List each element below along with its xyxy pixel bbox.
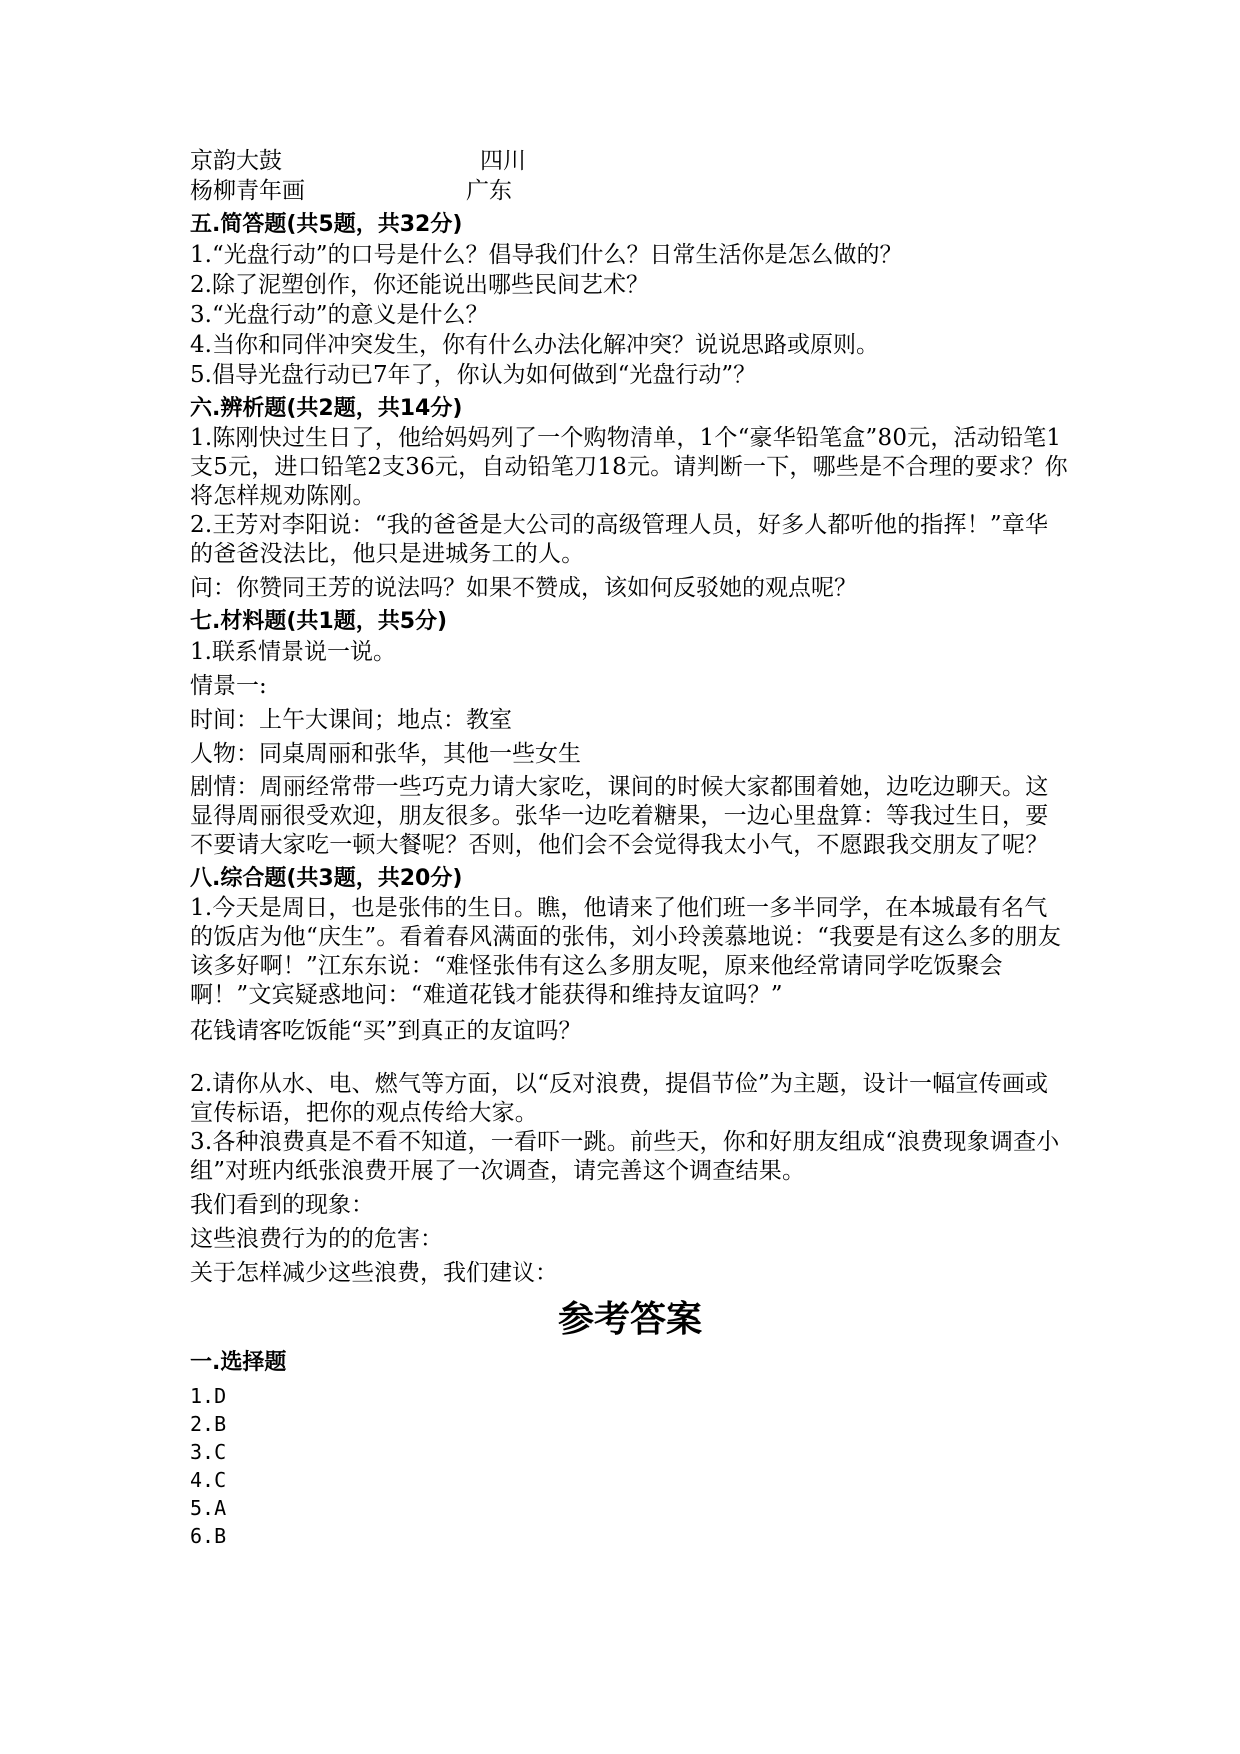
answer-item: 3.C bbox=[190, 1440, 227, 1464]
section-title: 八.综合题(共3题，共20分) bbox=[190, 866, 463, 891]
question-item: 1.联系情景说一说。 bbox=[190, 639, 396, 665]
scene-time: 时间：上午大课间；地点：教室 bbox=[190, 707, 512, 733]
section-title: 六.辨析题(共2题，共14分) bbox=[190, 396, 463, 421]
answer-title: 参考答案 bbox=[557, 1299, 702, 1340]
answer-item: 6.B bbox=[190, 1524, 227, 1548]
answer-item: 5.A bbox=[190, 1496, 227, 1520]
question-paragraph: 1.今天是周日，也是张伟的生日。瞧，他请来了他们班一多半同学，在本城最有名气的饭店为他“庆生”。看着春风满面的张伟，刘小玲羡慕地说：“我要是有这么多的朋友该多好啊！”江东东说：“难怪张伟有这么多朋友呢，原来他经常请同学吃饭聚会啊！”文宾疑惑地问：“难道花钱才能获得和维持友谊吗？” bbox=[190, 895, 1062, 1008]
section-title: 一.选择题 bbox=[190, 1350, 287, 1375]
question-paragraph: 2.王芳对李阳说：“我的爸爸是大公司的高级管理人员，好多人都听他的指挥！”章华的爸爸没法比，他只是进城务工的人。 bbox=[190, 512, 1049, 567]
answer-item: 1.D bbox=[190, 1384, 227, 1408]
matching-row bbox=[190, 146, 1070, 176]
question-paragraph: 3.各种浪费真是不看不知道，一看吓一跳。前些天，你和好朋友组成“浪费现象调查小组”对班内纸张浪费开展了一次调查，请完善这个调查结果。 bbox=[190, 1129, 1060, 1184]
matching-left: 杨柳青年画 bbox=[190, 178, 305, 204]
question-item: 3.“光盘行动”的意义是什么？ bbox=[190, 302, 489, 328]
section-title: 五.简答题(共5题，共32分) bbox=[190, 212, 463, 237]
matching-right: 四川 bbox=[480, 148, 526, 174]
scene-label: 情景一: bbox=[190, 673, 267, 699]
matching-right: 广东 bbox=[466, 178, 512, 204]
scene-people: 人物：同桌周丽和张华，其他一些女生 bbox=[190, 741, 581, 767]
question-item: 1.“光盘行动”的口号是什么？倡导我们什么？日常生活你是怎么做的？ bbox=[190, 242, 903, 268]
scene-plot: 剧情：周丽经常带一些巧克力请大家吃，课间的时候大家都围着她，边吃边聊天。这显得周丽很受欢迎，朋友很多。张华一边吃着糖果，一边心里盘算：等我过生日，要不要请大家吃一顿大餐呢？否则，他们会不会觉得我太小气，不愿跟我交朋友了呢？ bbox=[190, 774, 1049, 858]
document-page bbox=[190, 146, 1070, 1550]
survey-line: 关于怎样减少这些浪费，我们建议： bbox=[190, 1260, 558, 1286]
question-item: 5.倡导光盘行动已7年了，你认为如何做到“光盘行动”？ bbox=[190, 362, 757, 388]
answer-item: 2.B bbox=[190, 1412, 227, 1436]
matching-row bbox=[190, 176, 1070, 206]
answer-item: 4.C bbox=[190, 1468, 227, 1492]
question-ask: 花钱请客吃饭能“买”到真正的友谊吗？ bbox=[190, 1018, 582, 1044]
question-item: 4.当你和同伴冲突发生，你有什么办法化解冲突？说说思路或原则。 bbox=[190, 332, 879, 358]
matching-left: 京韵大鼓 bbox=[190, 148, 282, 174]
question-paragraph: 2.请你从水、电、燃气等方面，以“反对浪费，提倡节俭”为主题，设计一幅宣传画或宣传标语，把你的观点传给大家。 bbox=[190, 1071, 1049, 1126]
survey-line: 这些浪费行为的的危害： bbox=[190, 1226, 443, 1252]
question-item: 2.除了泥塑创作，你还能说出哪些民间艺术？ bbox=[190, 272, 649, 298]
question-ask: 问：你赞同王芳的说法吗？如果不赞成，该如何反驳她的观点呢？ bbox=[190, 575, 857, 601]
question-paragraph: 1.陈刚快过生日了，他给妈妈列了一个购物清单，1个“豪华铅笔盒”80元，活动铅笔1支5元，进口铅笔2支36元，自动铅笔刀18元。请判断一下，哪些是不合理的要求？你将怎样规劝陈刚。 bbox=[190, 425, 1068, 509]
survey-line: 我们看到的现象： bbox=[190, 1192, 374, 1218]
section-title: 七.材料题(共1题，共5分) bbox=[190, 609, 448, 634]
